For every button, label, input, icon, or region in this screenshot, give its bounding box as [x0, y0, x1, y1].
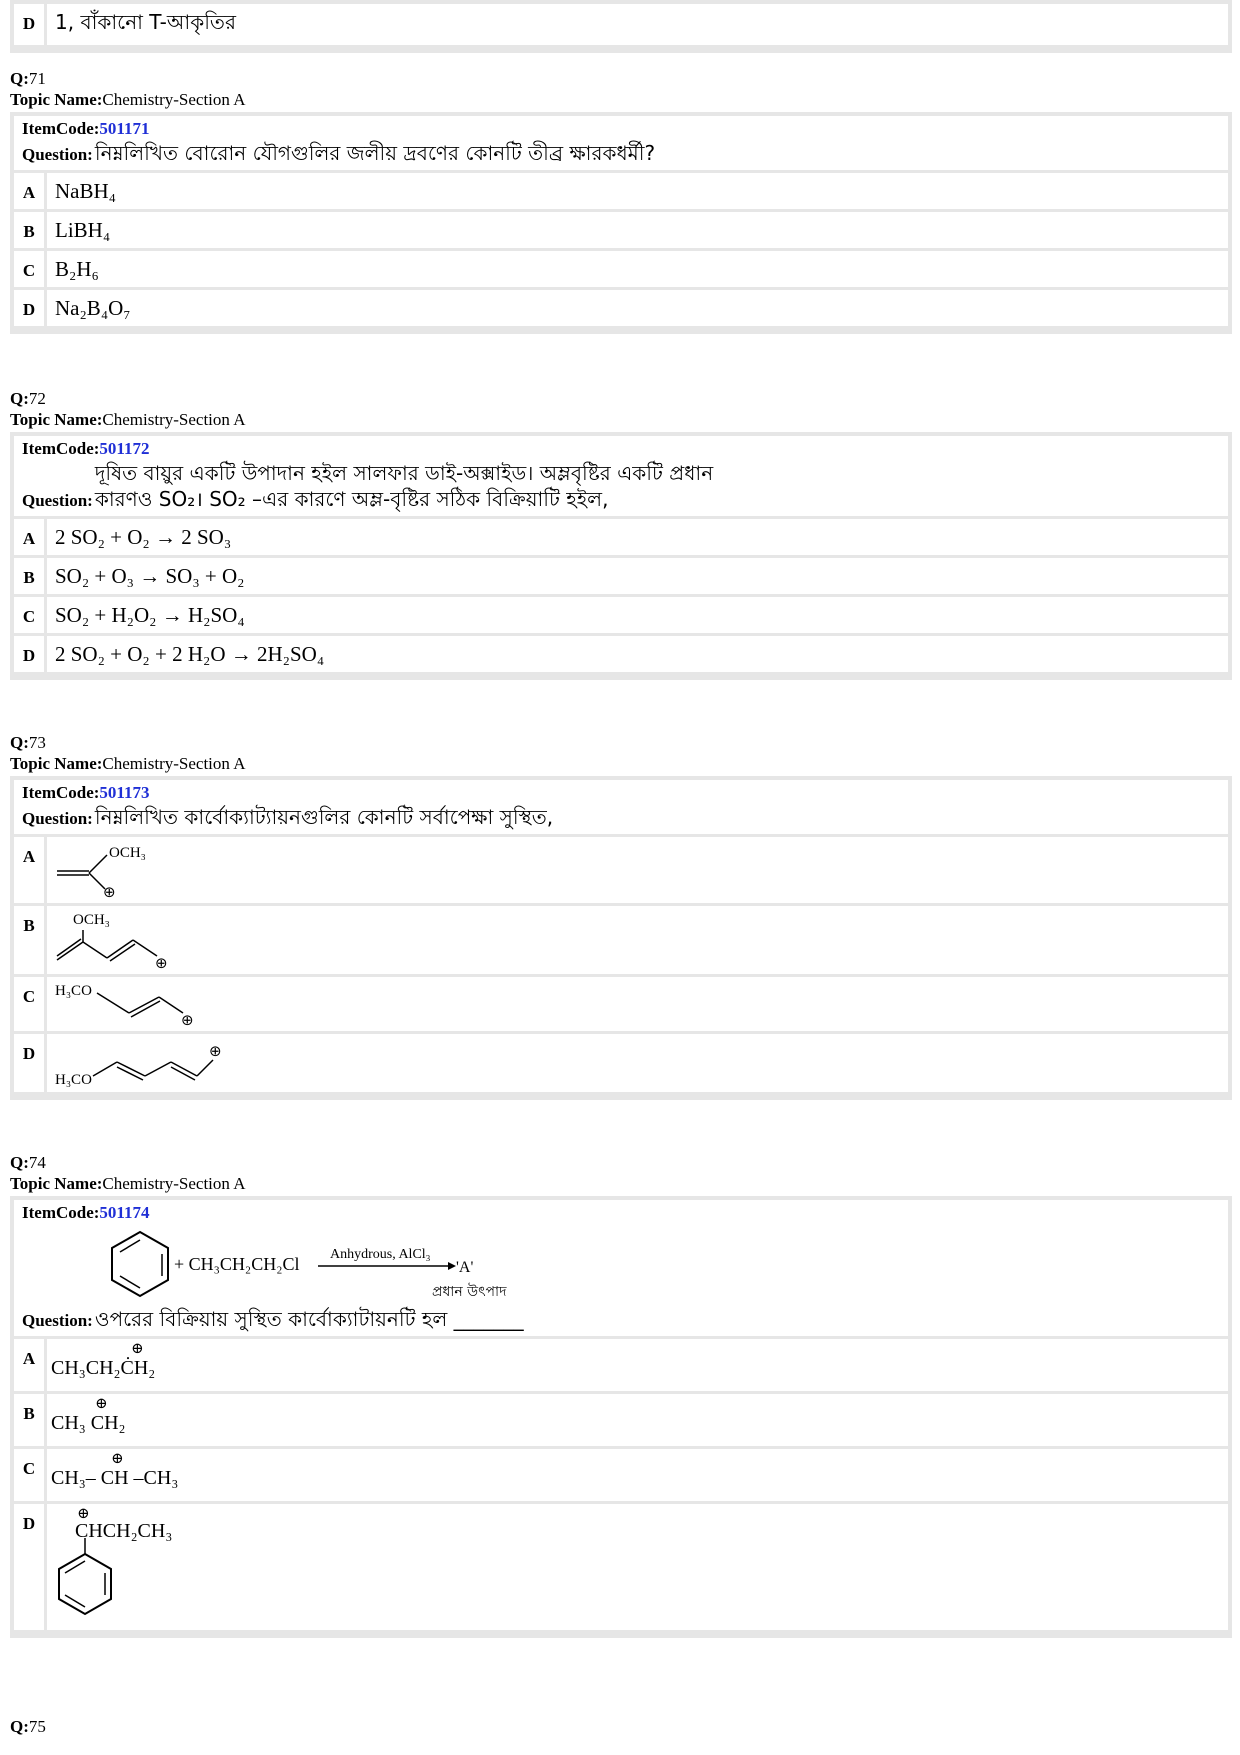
q-number: 72 [28, 389, 46, 408]
substituent-label: OCH₃ [73, 912, 110, 928]
option-row[interactable] [14, 597, 1228, 633]
option-formula: CH₃ CH₂ [51, 1412, 126, 1434]
question-text: নিম্নলিখিত কার্বোক্যাট্যায়নগুলির কোনটি সর্বাপেক্ষা সুস্থিত, [94, 805, 554, 829]
option-letter: C [14, 1449, 44, 1501]
option-text: 2 SO₂ + O₂ + 2 H₂O → 2H₂SO₄ [47, 636, 1228, 672]
option-row[interactable] [14, 906, 1228, 974]
option-row[interactable] [14, 1449, 1228, 1501]
reaction-scheme [22, 1224, 1220, 1306]
option-letter: B [14, 212, 44, 248]
option-letter: B [14, 1394, 44, 1446]
option-letter: B [14, 906, 44, 974]
question-label: Question: [22, 1311, 93, 1330]
option-row[interactable] [14, 1394, 1228, 1446]
topic-label: Topic Name: [10, 1174, 103, 1193]
q-label: Q: [10, 69, 29, 88]
question-header-75 [10, 1716, 46, 1737]
option-row[interactable] [14, 251, 1228, 287]
option-letter: A [14, 837, 44, 903]
question-box-74 [10, 1196, 1232, 1638]
reaction-svg [102, 1224, 622, 1306]
item-code-label: ItemCode: [22, 439, 100, 458]
option-letter: D [14, 636, 44, 672]
benzene-ring-icon [112, 1232, 168, 1296]
q-number: 71 [28, 69, 46, 88]
item-code-label: ItemCode: [22, 119, 100, 138]
structure-c [55, 981, 215, 1027]
plus-charge: ⊕ [131, 1341, 144, 1357]
plus-charge: ⊕ [111, 1451, 124, 1467]
q-label: Q: [10, 1717, 29, 1736]
option-text: 2 SO₂ + O₂ → 2 SO₃ [47, 519, 1228, 555]
condition: Anhydrous, AlCl₃ [330, 1247, 431, 1262]
q-number: 74 [28, 1153, 46, 1172]
option-letter: C [14, 251, 44, 287]
question-label: Question: [22, 809, 93, 828]
question-box-72 [10, 432, 1232, 680]
option-formula: CH₃CH₂ĊH₂ [51, 1357, 156, 1379]
substituent-label: H₃CO [55, 1072, 92, 1088]
item-code: 501172 [99, 439, 150, 458]
substituent-label: H₃CO [55, 983, 92, 999]
topic-name: Chemistry-Section A [102, 1174, 246, 1193]
option-letter: D [14, 4, 44, 45]
question-header-72 [10, 388, 245, 430]
option-row[interactable] [14, 636, 1228, 672]
question-label: Question: [22, 491, 93, 510]
option-letter: C [14, 597, 44, 633]
question-label: Question: [22, 145, 93, 164]
option-letter: A [14, 173, 44, 209]
item-code: 501174 [99, 1203, 150, 1222]
option-text: SO₂ + H₂O₂ → H₂SO₄ [47, 597, 1228, 633]
q-label: Q: [10, 389, 29, 408]
question-header-71 [10, 68, 245, 110]
option-formula: CH₃– CH –CH₃ [51, 1467, 179, 1489]
plus-charge: ⊕ [209, 1042, 222, 1060]
q-label: Q: [10, 1153, 29, 1172]
plus-charge: ⊕ [95, 1396, 108, 1412]
benzene-ring-icon [47, 1534, 127, 1624]
plus-charge: ⊕ [181, 1011, 194, 1027]
option-row[interactable] [14, 290, 1228, 326]
option-letter: D [14, 1504, 44, 1630]
prev-question-options [10, 0, 1232, 53]
reagent: + CH₃CH₂CH₂Cl [174, 1254, 300, 1274]
topic-label: Topic Name: [10, 410, 103, 429]
substituent-label: OCH₃ [109, 845, 146, 861]
option-text: Na₂B₄O₇ [47, 290, 1228, 326]
topic-name: Chemistry-Section A [102, 410, 246, 429]
option-letter: A [14, 519, 44, 555]
option-text: 1, বাঁকানো T-আকৃতির [47, 4, 1228, 45]
question-header-73 [10, 732, 245, 774]
question-text-line1: দূষিত বায়ুর একটি উপাদান হইল সালফার ডাই-অক্সাইড। অম্লবৃষ্টির একটি প্রধান [94, 461, 714, 485]
option-letter: B [14, 558, 44, 594]
option-letter: D [14, 1034, 44, 1092]
product-note: প্রধান উৎপাদ [432, 1284, 507, 1300]
option-letter: A [14, 1339, 44, 1391]
option-row[interactable] [14, 1339, 1228, 1391]
option-formula: CHCH₂CH₃ [75, 1520, 173, 1542]
option-text: NaBH₄ [47, 173, 1228, 209]
plus-charge: ⊕ [103, 883, 116, 899]
structure-b [55, 910, 215, 970]
option-row[interactable] [14, 837, 1228, 903]
topic-label: Topic Name: [10, 754, 103, 773]
question-header-74 [10, 1152, 245, 1194]
question-box-73 [10, 776, 1232, 1100]
q-label: Q: [10, 733, 29, 752]
item-code: 501173 [99, 783, 150, 802]
item-code-label: ItemCode: [22, 783, 100, 802]
structure-a [55, 841, 215, 899]
question-text-line2: কারণও SO₂। SO₂ –এর কারণে অম্ল-বৃষ্টির সঠিক বিক্রিয়াটি হইল, [94, 487, 609, 511]
item-code-label: ItemCode: [22, 1203, 100, 1222]
topic-name: Chemistry-Section A [102, 90, 246, 109]
item-code: 501171 [99, 119, 150, 138]
option-row[interactable] [14, 1504, 1228, 1630]
q-number: 73 [28, 733, 46, 752]
option-text: LiBH₄ [47, 212, 1228, 248]
plus-charge: ⊕ [155, 954, 168, 970]
option-row[interactable] [14, 173, 1228, 209]
option-row[interactable] [14, 977, 1228, 1031]
structure-d [55, 1038, 255, 1088]
option-row[interactable] [14, 4, 1228, 45]
option-text: SO₂ + O₃ → SO₃ + O₂ [47, 558, 1228, 594]
option-row[interactable] [14, 558, 1228, 594]
plus-charge: ⊕ [77, 1506, 90, 1522]
product: 'A' [456, 1259, 474, 1276]
question-text: নিম্নলিখিত বোরোন যৌগগুলির জলীয় দ্রবণের কোনটি তীব্র ক্ষারকধর্মী? [94, 141, 656, 165]
option-letter: C [14, 977, 44, 1031]
option-text: B₂H₆ [47, 251, 1228, 287]
topic-label: Topic Name: [10, 90, 103, 109]
question-box-71 [10, 112, 1232, 334]
option-row[interactable] [14, 1034, 1228, 1092]
topic-name: Chemistry-Section A [102, 754, 246, 773]
option-row[interactable] [14, 519, 1228, 555]
option-letter: D [14, 290, 44, 326]
question-text: ওপরের বিক্রিয়ায় সুস্থিত কার্বোক্যাটায়নটি হল _______ [94, 1307, 524, 1331]
option-row[interactable] [14, 212, 1228, 248]
q-number: 75 [28, 1717, 46, 1736]
